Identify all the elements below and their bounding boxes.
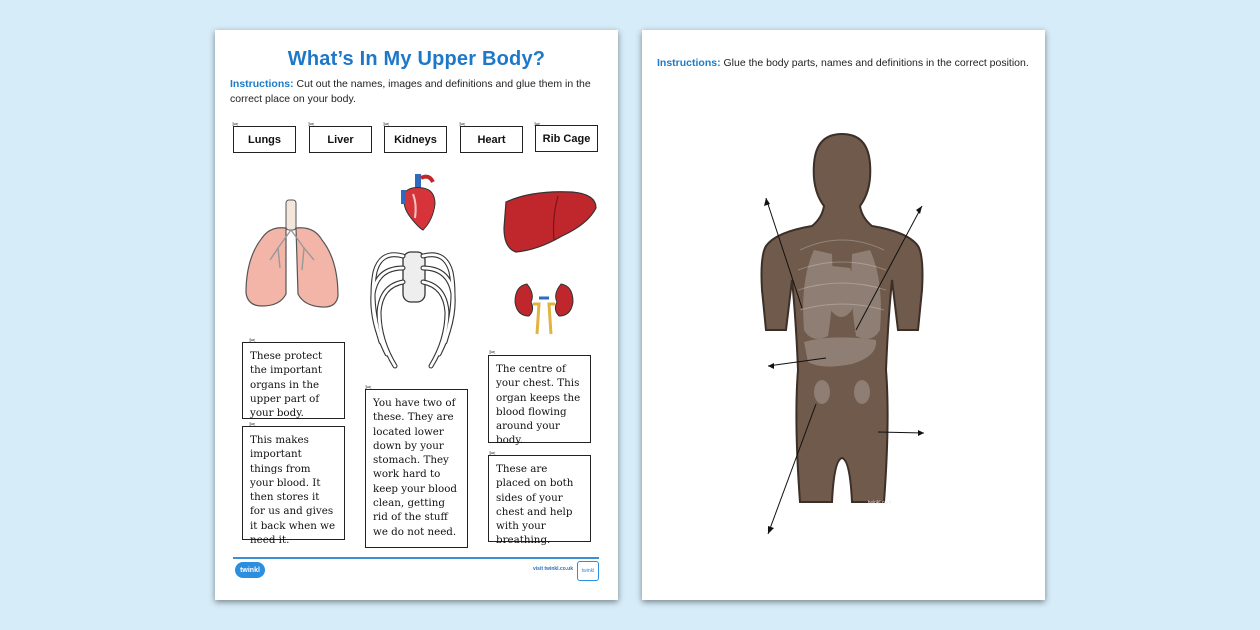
liver-illustration [502,188,598,256]
scissor-icon: ✂ [249,336,256,345]
worksheet-right [642,30,1045,600]
scissor-icon: ✂ [534,120,541,129]
name-card-lungs: Lungs [233,126,296,153]
instructions-label: Instructions: [230,78,294,90]
scissor-icon: ✂ [308,120,315,129]
scissor-icon: ✂ [489,348,496,357]
rib-cage-illustration [361,242,465,376]
scissor-icon: ✂ [383,120,390,129]
footer-divider [233,557,599,559]
instructions [657,56,1037,71]
definition-card-liver: This makes important things from your blood. It then stores it for us and gives it back when we need it. [242,426,345,540]
scissor-icon: ✂ [459,120,466,129]
page-title: What’s In My Upper Body? [287,48,546,70]
twinkl-logo: twinkl [235,562,265,578]
body-outline-diagram [752,130,932,510]
worksheet-left [215,30,618,600]
instructions [230,77,600,107]
definition-card-heart: The centre of your chest. This organ keeps the blood flowing around your body. [488,355,591,443]
definition-card-kidneys: You have two of these. They are located lower down by your stomach. They work hard to keep your blood clean, getting rid of the stuff we do not need. [365,389,468,548]
name-card-rib-cage: Rib Cage [535,125,598,152]
instructions-label: Instructions: [657,57,721,69]
kidneys-illustration [513,280,575,336]
name-card-heart: Heart [460,126,523,153]
definition-card-lungs: These are placed on both sides of your chest and help with your breathing. [488,455,591,542]
instructions-text: Glue the body parts, names and definitions in the correct position. [723,57,1029,69]
instructions-text: Cut out the names, images and definitions and glue them in the correct place on your body. [230,78,591,105]
scissor-icon: ✂ [365,383,372,392]
definition-card-rib-cage: These protect the important organs in the upper part of your body. [242,342,345,419]
name-card-kidneys: Kidneys [384,126,447,153]
watermark: twinkl.com [868,500,892,506]
scissor-icon: ✂ [249,420,256,429]
footer-visit-text: visit twinkl.co.uk [533,566,574,572]
scissor-icon: ✂ [489,449,496,458]
twinkl-badge: twinkl [577,561,599,581]
lungs-illustration [240,198,345,310]
heart-illustration [399,174,439,232]
scissor-icon: ✂ [232,120,239,129]
name-card-liver: Liver [309,126,372,153]
